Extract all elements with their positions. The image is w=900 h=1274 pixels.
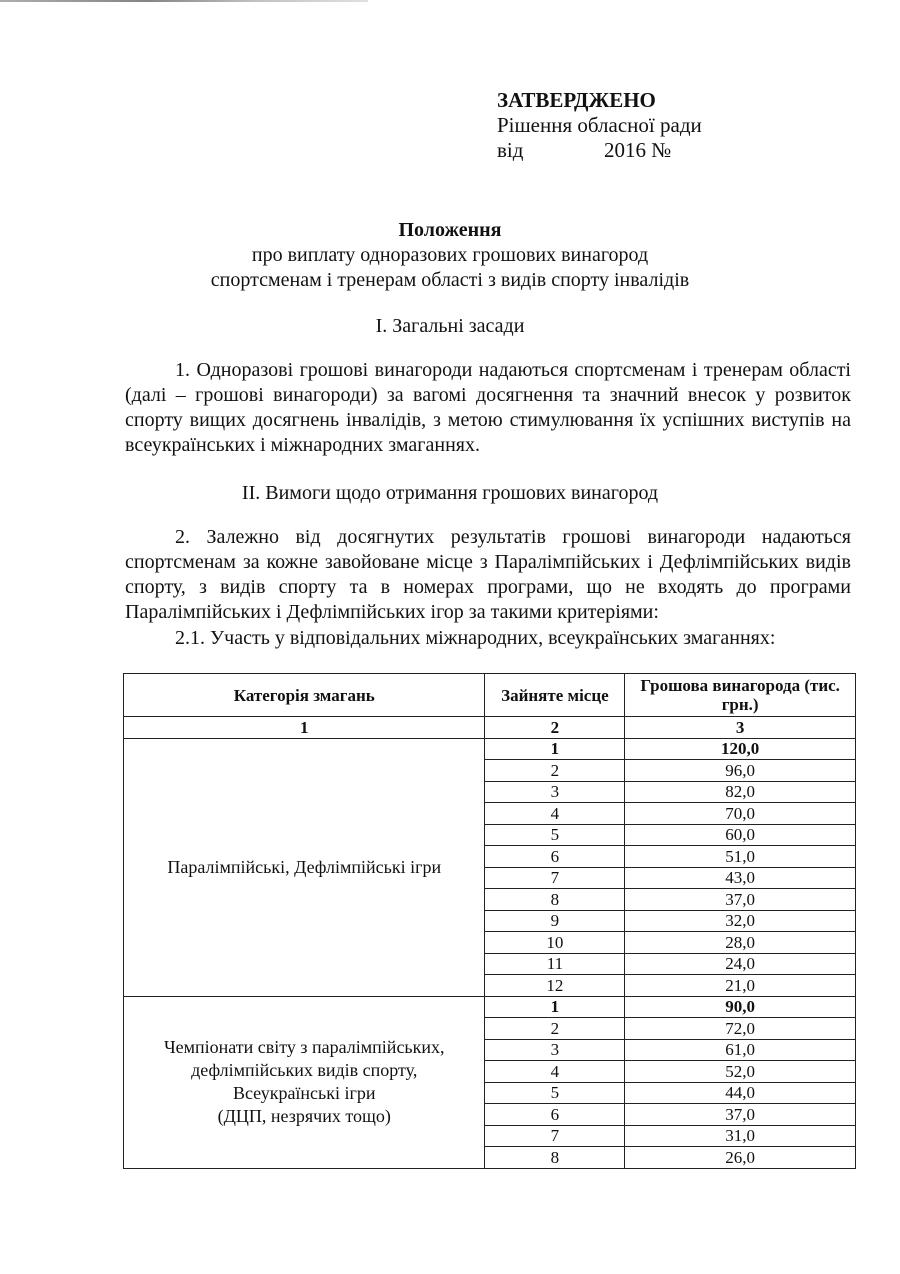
place-cell: 10: [485, 932, 625, 954]
category-line: Всеукраїнські ігри: [232, 1083, 376, 1103]
amount-cell: 96,0: [625, 760, 856, 782]
document-title-block: [0, 218, 900, 293]
approval-stamp: ЗАТВЕРДЖЕНО: [497, 88, 656, 112]
amount-cell: 44,0: [625, 1082, 856, 1104]
amount-cell: 37,0: [625, 1104, 856, 1126]
place-cell: 6: [485, 846, 625, 868]
amount-cell: 32,0: [625, 910, 856, 932]
header-category: Категорія змагань: [124, 674, 485, 717]
table-row: [124, 738, 856, 760]
amount-cell: 21,0: [625, 975, 856, 997]
amount-cell: 61,0: [625, 1039, 856, 1061]
column-number: 3: [625, 717, 856, 739]
amount-cell: 120,0: [625, 738, 856, 760]
scan-edge-line: [0, 0, 368, 2]
category-cell: [124, 996, 485, 1168]
place-cell: 3: [485, 1039, 625, 1061]
approval-decision: Рішення обласної ради: [497, 113, 702, 137]
document-subtitle-line2: спортсменам і тренерам області з видів спорту інвалідів: [210, 269, 690, 291]
place-cell: 2: [485, 760, 625, 782]
approval-from-label: від: [497, 138, 524, 162]
place-cell: 1: [485, 738, 625, 760]
amount-cell: 70,0: [625, 803, 856, 825]
place-cell: 6: [485, 1104, 625, 1126]
amount-cell: 90,0: [625, 996, 856, 1018]
amount-cell: 82,0: [625, 781, 856, 803]
column-number: 2: [485, 717, 625, 739]
place-cell: 8: [485, 889, 625, 911]
place-cell: 4: [485, 803, 625, 825]
amount-cell: 72,0: [625, 1018, 856, 1040]
category-line: дефлімпійських видів спорту,: [191, 1060, 418, 1080]
table-row: [124, 996, 856, 1018]
header-place: Зайняте місце: [485, 674, 625, 717]
place-cell: 12: [485, 975, 625, 997]
awards-table: [123, 673, 856, 1169]
document-title: Положення: [398, 219, 502, 241]
category-line: (ДЦП, незрячих тощо): [217, 1106, 391, 1126]
document-subtitle-line1: про виплату одноразових грошових винагород: [251, 244, 649, 266]
column-number-row: [124, 717, 856, 739]
amount-cell: 43,0: [625, 867, 856, 889]
place-cell: 5: [485, 824, 625, 846]
category-cell: Паралімпійські, Дефлімпійські ігри: [124, 738, 485, 996]
place-cell: 11: [485, 953, 625, 975]
place-cell: 7: [485, 1125, 625, 1147]
amount-cell: 37,0: [625, 889, 856, 911]
place-cell: 7: [485, 867, 625, 889]
place-cell: 8: [485, 1147, 625, 1169]
amount-cell: 51,0: [625, 846, 856, 868]
amount-cell: 28,0: [625, 932, 856, 954]
place-cell: 2: [485, 1018, 625, 1040]
section2-heading: II. Вимоги щодо отримання грошових винагород: [241, 482, 659, 504]
approval-year-number: 2016 №: [604, 138, 672, 162]
place-cell: 3: [485, 781, 625, 803]
amount-cell: 60,0: [625, 824, 856, 846]
amount-cell: 31,0: [625, 1125, 856, 1147]
paragraph-1: 1. Одноразові грошові винагороди надаються спортсменам і тренерам області (далі – грошові винагороди) за вагомі досягнення та значний внесок у розвиток спорту вищих досягнень інвалідів, з метою стимулювання їх успішних виступів на всеукраїнських і міжнародних змаганнях.: [125, 359, 851, 456]
place-cell: 5: [485, 1082, 625, 1104]
table-header-row: [124, 674, 856, 717]
paragraph-2-1: 2.1. Участь у відповідальних міжнародних, всеукраїнських змаганнях:: [175, 627, 776, 649]
paragraph-2: 2. Залежно від досягнутих результатів грошові винагороди надаються спортсменам за кожне завойоване місце з Паралімпійських і Дефлімпійських видів спорту, з видів спорту та в номерах програми, що не входять до програми Паралімпійських і Дефлімпійських ігор за такими критеріями:: [125, 526, 851, 623]
amount-cell: 24,0: [625, 953, 856, 975]
approval-block: [497, 88, 702, 163]
place-cell: 1: [485, 996, 625, 1018]
section1-heading: I. Загальні засади: [375, 315, 525, 337]
column-number: 1: [124, 717, 485, 739]
header-amount: Грошова винагорода (тис. грн.): [625, 674, 856, 717]
place-cell: 4: [485, 1061, 625, 1083]
amount-cell: 52,0: [625, 1061, 856, 1083]
approval-date-line: [497, 138, 702, 163]
amount-cell: 26,0: [625, 1147, 856, 1169]
place-cell: 9: [485, 910, 625, 932]
category-line: Чемпіонати світу з паралімпійських,: [163, 1037, 445, 1057]
